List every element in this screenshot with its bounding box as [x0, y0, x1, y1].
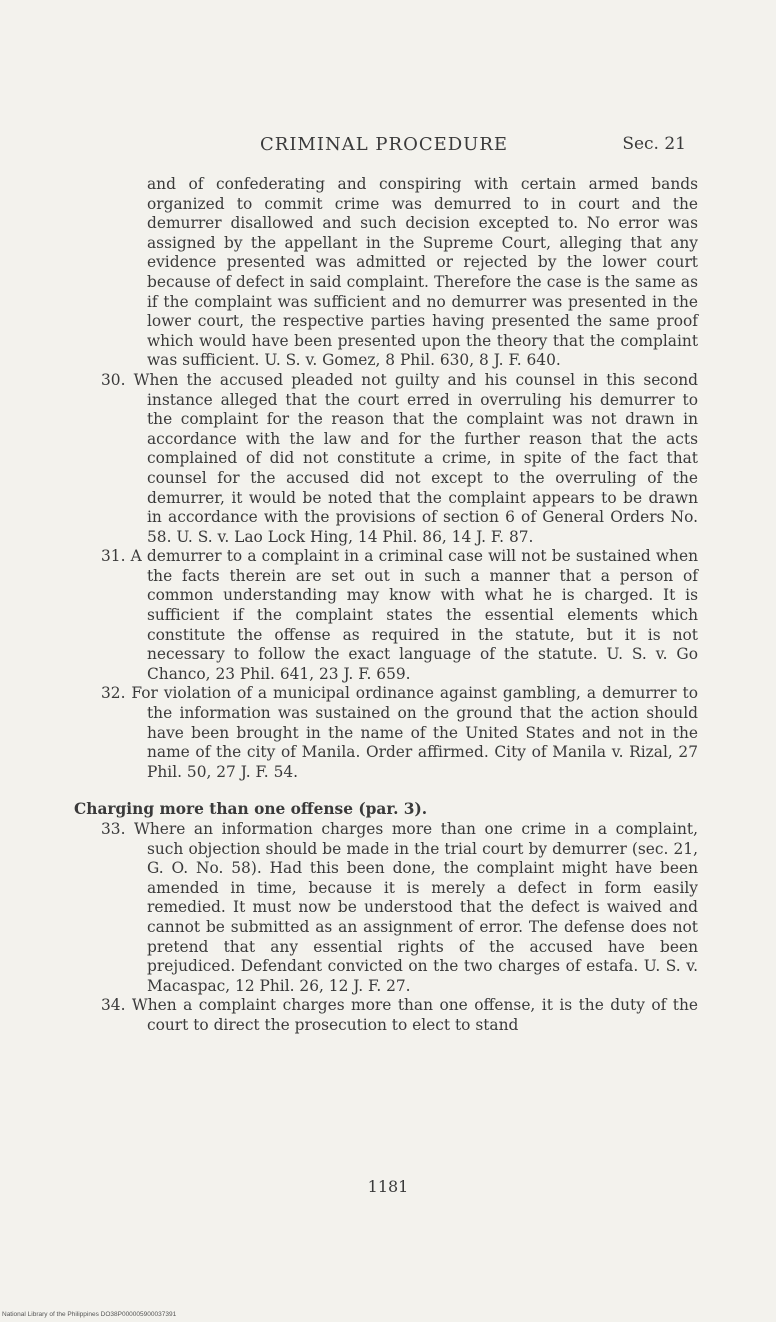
section-heading: Charging more than one offense (par. 3). [74, 800, 428, 819]
entry-33: 33. Where an information charges more than one crime in a complaint, such objection should be made in the trial court by demurrer (sec. 21, G. O. No. 58). Had this been done, the complaint might have been amended in time, because it is merely a defect in form easily remedied. It must now be understood that the defect is waived and cannot be submitted as an assignment of error. The defense does not pretend that any essential rights of the accused have been prejudiced. Defendant convicted on the two charges of estafa. U. S. v. Macaspac, 12 Phil. 26, 12 J. F. 27. [101, 820, 698, 995]
entry-31: 31. A demurrer to a complaint in a criminal case will not be sustained when the facts therein are set out in such a manner that a person of common understanding may know with what he is charged. It is sufficient if the complaint states the essential elements which constitute the offense as required in the statute, but it is not necessary to follow the exact language of the statute. U. S. v. Go Chanco, 23 Phil. 641, 23 J. F. 659. [101, 547, 698, 683]
continuation-paragraph: and of confederating and conspiring with certain armed bands organized to commit crime was demurred to in court and the demurrer disallowed and such decision excepted to. No error was assigned by the appellant in the Supreme Court, alleging that any evidence presented was admitted or rejected by the lower court because of defect in said complaint. Therefore the case is the same as if the complaint was sufficient and no demurrer was presented in the lower court, the respective parties having presented the same proof which would have been presented upon the theory that the complaint was sufficient. U. S. v. Gomez, 8 Phil. 630, 8 J. F. 640. [147, 175, 698, 370]
header-title: CRIMINAL PROCEDURE [260, 134, 509, 155]
entry-32: 32. For violation of a municipal ordinance against gambling, a demurrer to the information was sustained on the ground that the action should have been brought in the name of the United States and not in the name of the city of Manila. Order affirmed. City of Manila v. Rizal, 27 Phil. 50, 27 J. F. 54. [101, 684, 698, 781]
page-body [74, 175, 698, 1036]
entry-30: 30. When the accused pleaded not guilty and his counsel in this second instance alleged that the court erred in overruling his demurrer to the complaint for the reason that the complaint was not drawn in accordance with the law and for the further reason that the acts complained of did not constitute a crime, in spite of the fact that counsel for the accused did not except to the overruling of the demurrer, it would be noted that the complaint appears to be drawn in accordance with the provisions of section 6 of General Orders No. 58. U. S. v. Lao Lock Hing, 14 Phil. 86, 14 J. F. 87. [101, 370, 698, 546]
entry-34: 34. When a complaint charges more than one offense, it is the duty of the court to direct the prosecution to elect to stand [101, 996, 698, 1034]
page-number: 1181 [367, 1177, 409, 1196]
header-section: Sec. 21 [622, 134, 686, 154]
running-header [80, 134, 686, 158]
footer-watermark: National Library of the Philippines DO38P000005900037391 [2, 1311, 177, 1318]
